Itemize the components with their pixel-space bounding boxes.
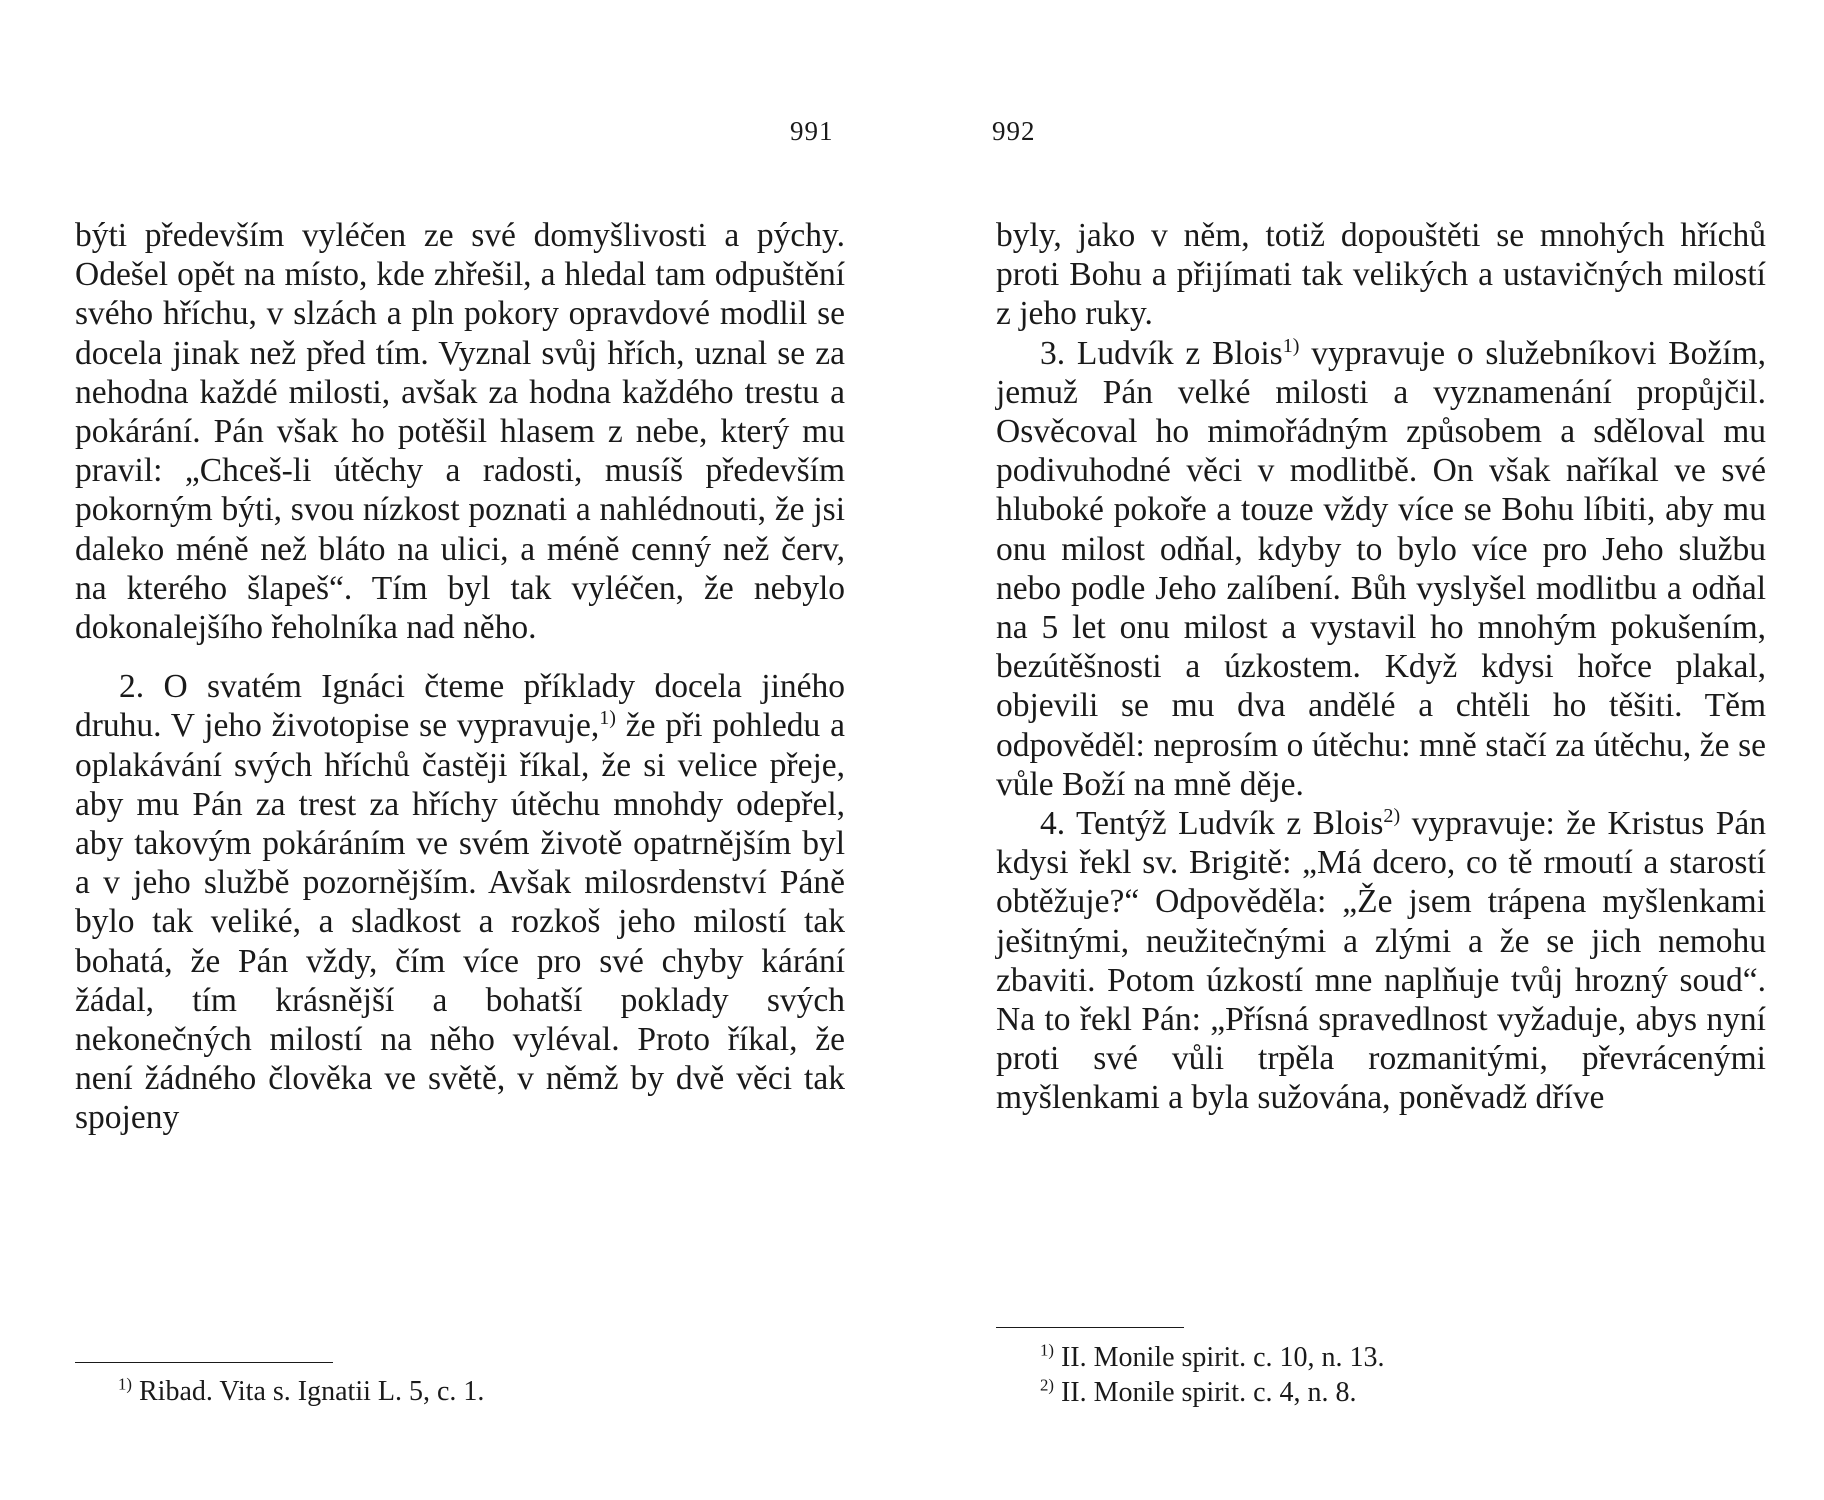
page-number: 992	[992, 116, 1036, 146]
paragraph-text: 3. Ludvík z Blois	[1040, 334, 1283, 372]
right-page	[912, 0, 1824, 1500]
text-column	[996, 216, 1766, 1118]
paragraph	[996, 804, 1766, 1118]
footnote	[118, 1374, 818, 1409]
paragraph-text: že při pohledu a oplakávání svých hříchů častěji říkal, že si velice přeje, aby mu Pán za trest za hříchy útěchu mnohdy odepřel, aby takovým pokáráním ve svém životě opatrnějším byl a v jeho službě pozornějším. Avšak milosrdenství Páně bylo tak veliké, a sladkost a rozkoš jeho milostí tak bohatá, že Pán vždy, čím více pro své chyby kárání žádal, tím krásnější a bohatší poklady svých nekonečných milostí na něho vyléval. Proto říkal, že není žádného člověka ve světě, v němž by dvě věci tak spojeny	[75, 707, 845, 1137]
footnote-divider	[996, 1327, 1184, 1328]
paragraph-text: vypravuje o služebníkovi Božím, jemuž Pán velké milosti a vyznamenání propůjčil. Osvěcoval ho mimořádným způsobem a sděloval mu podivuhodné věci v modlitbě. On však naříkal ve své hluboké pokoře a touze vždy více se Bohu líbiti, aby mu onu milost odňal, kdyby to bylo více pro Jeho službu nebo podle Jeho zalíbení. Bůh vyslyšel modlitbu a odňal na 5 let onu milost a vystavil ho mnohým pokušením, bezútěšnosti a úzkostem. Když kdysi hořce plakal, objevili se mu dva andělé a chtěli ho těšiti. Těm odpověděl: neprosím o útěchu: mně stačí za útěchu, že se vůle Boží na mně děje.	[996, 334, 1766, 803]
footnote-reference: 2)	[1383, 804, 1401, 827]
paragraph-text: 2. O svatém Ignáci čteme příklady docela jiného druhu. V jeho životopise se vypravuje,	[75, 668, 845, 745]
text-column	[75, 216, 845, 1138]
footnote-divider	[75, 1362, 333, 1363]
footnote-mark: 1)	[1040, 1340, 1054, 1360]
paragraph-text: vypravuje: že Kristus Pán kdysi řekl sv. Brigitě: „Má dcero, co tě rmoutí a starostí obtěžuje?“ Odpověděla: „Že jsem trápena myšlenkami ješitnými, neužitečnými a zlými a že se jich nemohu zbaviti. Potom úzkostí mne naplňuje tvůj hrozný soud“. Na to řekl Pán: „Přísná spravedlnost vyžaduje, abys nyní proti své vůli trpěla rozmanitými, převrácenými myšlenkami a byla sužována, poněvadž dříve	[996, 805, 1766, 1117]
paragraph: býti především vyléčen ze své domyšlivosti a pýchy. Odešel opět na místo, kde zhřešil, a hledal tam odpuštění svého hříchu, v slzách a pln pokory opravdové modlil se docela jinak než před tím. Vyznal svůj hřích, uznal se za nehodna každé milosti, avšak za hodna každého trestu a pokárání. Pán však ho potěšil hlasem z nebe, který mu pravil: „Chceš-li útěchy a radosti, musíš především pokorným býti, svou nízkost poznati a nahlédnouti, že jsi daleko méně než bláto na ulici, a méně cenný než červ, na kterého šlapeš“. Tím byl tak vyléčen, že nebylo dokonalejšího řeholníka nad něho.	[75, 217, 845, 647]
footnote-text: Ribad. Vita s. Ignatii L. 5, c. 1.	[138, 1376, 485, 1407]
footnote-reference: 1)	[1282, 334, 1300, 357]
footnote-text: II. Monile spirit. c. 10, n. 13.	[1060, 1342, 1385, 1373]
footnote-text: II. Monile spirit. c. 4, n. 8.	[1060, 1377, 1357, 1408]
footnote-reference: 1)	[599, 707, 616, 730]
footnote	[1040, 1340, 1740, 1375]
footnotes	[118, 1374, 818, 1409]
page-number: 991	[790, 116, 834, 146]
footnote-mark: 2)	[1040, 1375, 1054, 1395]
paragraph	[996, 334, 1766, 804]
paragraph: byly, jako v něm, totiž dopouštěti se mnohých hříchů proti Bohu a přijímati tak velikých a ustavičných milostí z jeho ruky.	[996, 217, 1766, 333]
paragraph-text: 4. Tentýž Ludvík z Blois	[1040, 805, 1384, 843]
paragraph	[75, 667, 845, 1137]
footnote-mark: 1)	[118, 1374, 132, 1394]
footnotes	[1040, 1340, 1740, 1410]
footnote	[1040, 1375, 1740, 1410]
